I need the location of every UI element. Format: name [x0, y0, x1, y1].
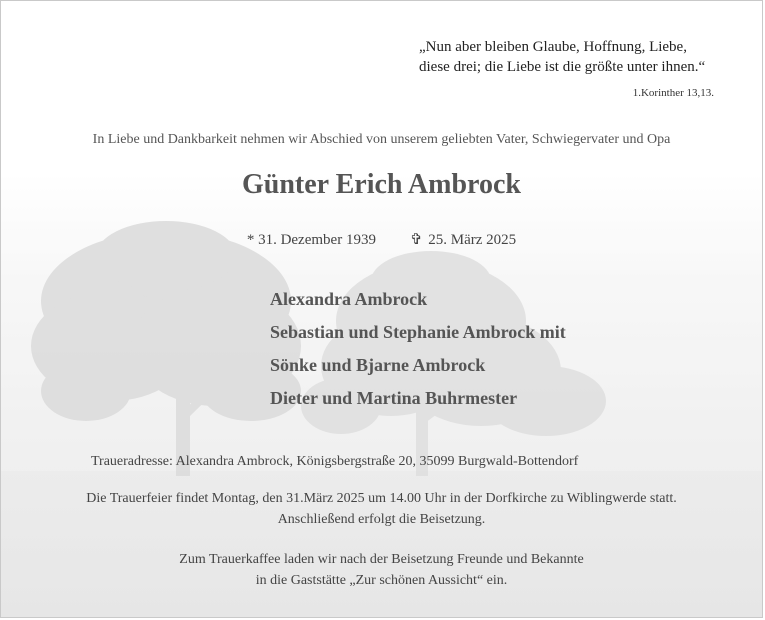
coffee-line-2: in die Gaststätte „Zur schönen Aussicht“ ein.: [255, 573, 508, 588]
ceremony-line-1: Die Trauerfeier findet Montag, den 31.März 2025 um 14.00 Uhr in der Dorfkirche zu Wiblingwerde statt.: [86, 491, 677, 506]
life-dates: [1, 230, 762, 249]
ceremony-line-2: Anschließend erfolgt die Beisetzung.: [277, 512, 486, 527]
mourner-item: Alexandra Ambrock: [270, 289, 428, 309]
intro-text: In Liebe und Dankbarkeit nehmen wir Abschied von unserem geliebten Vater, Schwiegervater und Opa: [92, 132, 671, 147]
cross-icon: ✞: [409, 232, 423, 248]
coffee-line-1: Zum Trauerkaffee laden wir nach der Beisetzung Freunde und Bekannte: [179, 552, 584, 567]
birth-date: * 31. Dezember 1939: [246, 232, 376, 248]
quote-line-2: diese drei; die Liebe ist die größte unter ihnen.“: [419, 59, 706, 75]
coffee-invitation: [1, 549, 762, 591]
death-date: 25. März 2025: [428, 232, 517, 248]
quote-line-1: „Nun aber bleiben Glaube, Hoffnung, Liebe,: [419, 39, 687, 55]
mourning-address: Traueradresse: Alexandra Ambrock, Königsbergstraße 20, 35099 Burgwald-Bottendorf: [91, 454, 579, 469]
ceremony-info: [1, 488, 762, 530]
mourner-item: Dieter und Martina Buhrmester: [270, 388, 518, 408]
quote-source: 1.Korinther 13,13.: [632, 87, 714, 99]
deceased-name: Günter Erich Ambrock: [242, 169, 521, 200]
mourners-list: [270, 283, 566, 415]
mourner-item: Sönke und Bjarne Ambrock: [270, 355, 486, 375]
mourner-item: Sebastian und Stephanie Ambrock mit: [270, 322, 566, 342]
bible-quote: [419, 37, 705, 77]
